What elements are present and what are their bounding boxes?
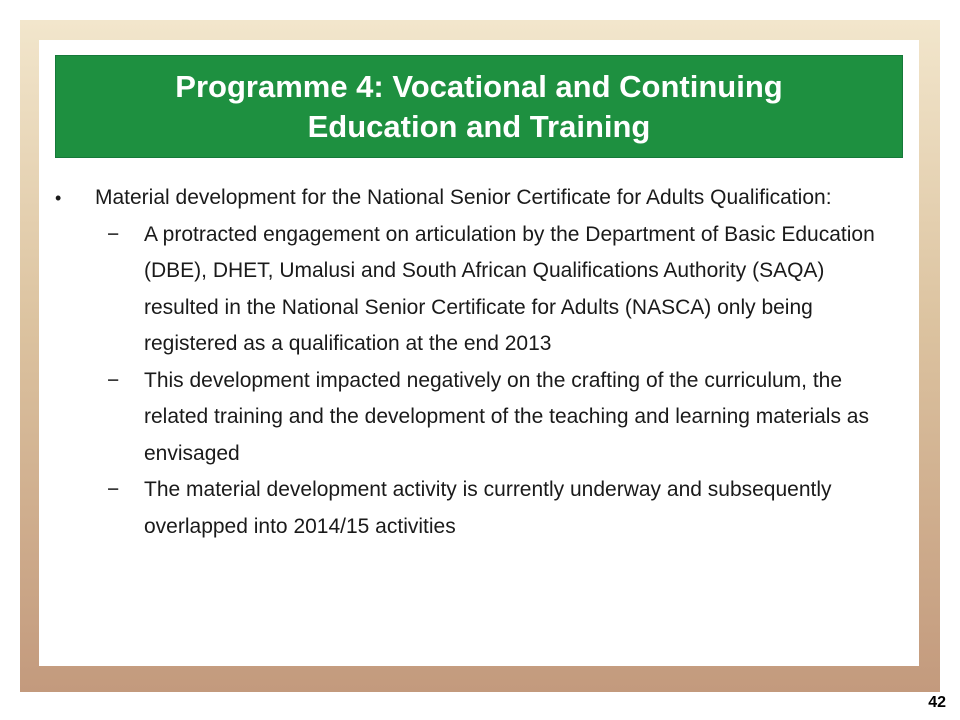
sub-bullet-item: [55, 363, 895, 473]
main-bullet: [55, 180, 895, 217]
sub-bullet-item: [55, 472, 895, 545]
page-number: 42: [928, 694, 946, 711]
sub-bullet-text: A protracted engagement on articulation by the Department of Basic Education (DBE), DHET, Umalusi and South African Qualifications Authority (SAQA) resulted in the National Senior Certificate for Adults (NASCA) only being registered as a qualification at the end 2013: [144, 222, 875, 355]
sub-bullet-text: The material development activity is currently underway and subsequently overlapped into 2014/15 activities: [144, 478, 832, 538]
slide-title: Programme 4: Vocational and Continuing Education and Training: [175, 68, 783, 144]
slide-content: [55, 180, 895, 545]
sub-bullet-list: [55, 217, 895, 546]
main-bullet-text: Material development for the National Senior Certificate for Adults Qualification:: [95, 186, 832, 209]
dash-icon: −: [107, 478, 120, 501]
sub-bullet-item: [55, 217, 895, 363]
dash-icon: −: [107, 368, 120, 392]
bullet-icon: •: [55, 188, 62, 208]
dash-icon: −: [107, 222, 120, 246]
title-banner: [55, 55, 903, 158]
sub-bullet-text: This development impacted negatively on the crafting of the curriculum, the related training and the development of the teaching and learning materials as envisaged: [144, 368, 869, 465]
